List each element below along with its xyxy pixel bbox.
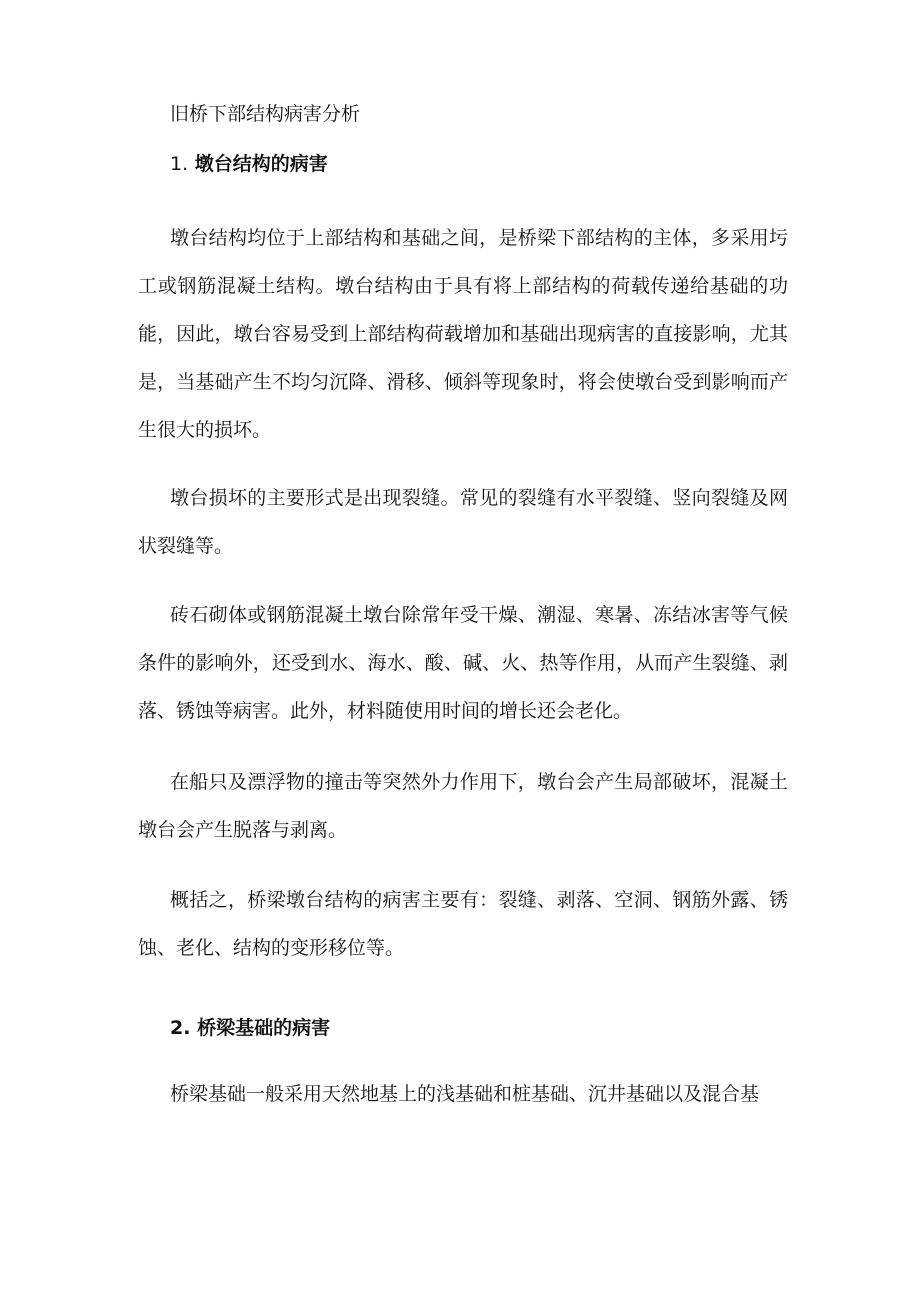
section-2-heading-text: 桥梁基础的病害 xyxy=(197,1017,331,1039)
section-1-paragraph-4: 在船只及漂浮物的撞击等突然外力作用下，墩台会产生局部破坏，混凝土墩台会产生脱落与剥离。 xyxy=(138,771,788,841)
section-1-number: 1. xyxy=(170,153,189,175)
section-1-paragraph-3: 砖石砌体或钢筋混凝土墩台除常年受干燥、潮湿、寒暑、冻结冰害等气候条件的影响外，还受到水、海水、酸、碱、火、热等作用，从而产生裂缝、剥落、锈蚀等病害。此外，材料随使用时间的增长还会老化。 xyxy=(138,604,788,722)
section-1-heading-text: 墩台结构的病害 xyxy=(194,153,328,175)
section-1-heading xyxy=(170,150,328,178)
section-2-heading xyxy=(170,1014,330,1042)
section-1-paragraph-1: 墩台结构均位于上部结构和基础之间，是桥梁下部结构的主体，多采用圬工或钢筋混凝土结构。墩台结构由于具有将上部结构的荷载传递给基础的功能，因此，墩台容易受到上部结构荷载增加和基础出现病害的直接影响，尤其是，当基础产生不均匀沉降、滑移、倾斜等现象时，将会使墩台受到影响而产生很大的损坏。 xyxy=(138,227,788,441)
section-1-paragraph-2: 墩台损坏的主要形式是出现裂缝。常见的裂缝有水平裂缝、竖向裂缝及网状裂缝等。 xyxy=(138,487,788,557)
document-title: 旧桥下部结构病害分析 xyxy=(170,103,361,125)
section-2-number: 2. xyxy=(170,1017,191,1039)
section-1-paragraph-5: 概括之，桥梁墩台结构的病害主要有：裂缝、剥落、空洞、钢筋外露、锈蚀、老化、结构的变形移位等。 xyxy=(138,889,788,959)
section-2-paragraph-1: 桥梁基础一般采用天然地基上的浅基础和桩基础、沉井基础以及混合基 xyxy=(170,1083,760,1105)
